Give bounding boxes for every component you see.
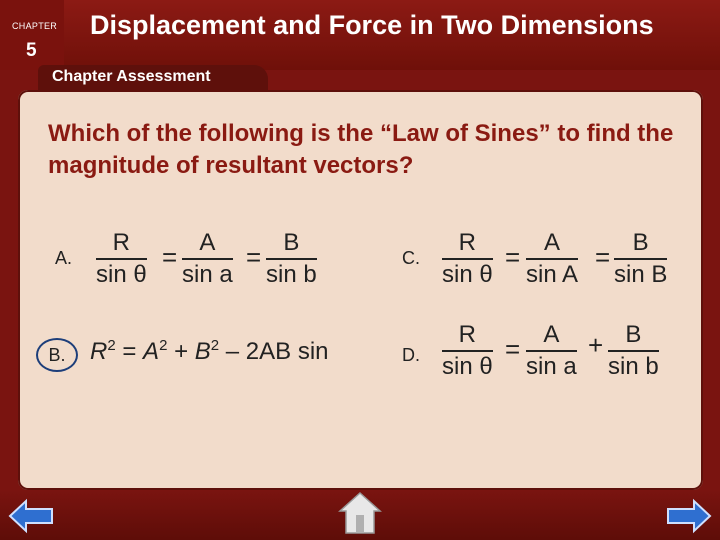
- option-c-fraction-3: [614, 230, 667, 288]
- fraction-denominator: sin a: [182, 261, 233, 288]
- formula-rest: – 2AB sin: [219, 338, 329, 365]
- formula-equals: =: [115, 338, 144, 365]
- option-d-operator-1: =: [505, 334, 521, 364]
- option-a-fraction-1: [96, 230, 147, 288]
- formula-r: R: [90, 338, 108, 365]
- fraction-numerator: R: [458, 321, 477, 348]
- chapter-word: CHAPTER: [12, 21, 58, 31]
- fraction-denominator: sin a: [526, 353, 577, 380]
- chapter-badge: [0, 0, 64, 70]
- fraction-denominator: sin A: [526, 261, 579, 288]
- option-a-fraction-2: [182, 230, 233, 288]
- formula-exponent: 2: [107, 337, 116, 354]
- home-button[interactable]: [338, 491, 382, 540]
- option-b-formula: [90, 337, 329, 366]
- fraction-numerator: B: [632, 229, 649, 256]
- chapter-number: 5: [26, 40, 37, 61]
- option-a-operator-2: =: [246, 242, 262, 272]
- option-b-label: B.: [48, 344, 66, 365]
- section-tab: [38, 65, 268, 91]
- option-b-selected-marker[interactable]: [36, 338, 78, 372]
- fraction-denominator: sin θ: [96, 261, 147, 288]
- option-a-fraction-3: [266, 230, 317, 288]
- fraction-bar: [608, 350, 659, 352]
- section-tab-label: Chapter Assessment: [52, 68, 211, 85]
- fraction-denominator: sin b: [608, 353, 659, 380]
- option-d-fraction-3: [608, 322, 659, 380]
- fraction-bar: [442, 350, 493, 352]
- home-icon: [338, 491, 382, 535]
- fraction-denominator: sin θ: [442, 261, 493, 288]
- fraction-bar: [266, 258, 317, 260]
- formula-plus: +: [167, 338, 195, 365]
- fraction-bar: [96, 258, 147, 260]
- question-text: Which of the following is the “Law of Sines” to find the magnitude of resultant vectors?: [48, 120, 674, 179]
- option-c-operator-2: =: [595, 242, 611, 272]
- fraction-bar: [526, 258, 578, 260]
- option-c-fraction-2: [526, 230, 578, 288]
- formula-b: B: [194, 338, 211, 365]
- right-arrow-icon: [666, 497, 712, 535]
- fraction-numerator: B: [625, 321, 642, 348]
- formula-exponent: 2: [159, 337, 168, 354]
- fraction-numerator: R: [112, 229, 131, 256]
- option-a-operator-1: =: [162, 242, 178, 272]
- fraction-bar: [614, 258, 667, 260]
- back-button[interactable]: [8, 497, 54, 540]
- fraction-bar: [442, 258, 493, 260]
- fraction-bar: [526, 350, 577, 352]
- option-c-operator-1: =: [505, 242, 521, 272]
- option-c-fraction-1: [442, 230, 493, 288]
- option-d-fraction-1: [442, 322, 493, 380]
- fraction-bar: [182, 258, 233, 260]
- fraction-numerator: R: [458, 229, 477, 256]
- fraction-denominator: sin b: [266, 261, 317, 288]
- fraction-numerator: A: [199, 229, 216, 256]
- formula-a: A: [143, 338, 160, 365]
- formula-exponent: 2: [210, 337, 220, 354]
- left-arrow-icon: [8, 497, 54, 535]
- option-c-label[interactable]: C.: [402, 248, 420, 268]
- fraction-denominator: sin B: [614, 261, 668, 288]
- fraction-numerator: A: [543, 321, 560, 348]
- fraction-numerator: A: [544, 229, 561, 256]
- option-a-label[interactable]: A.: [55, 248, 73, 268]
- fraction-denominator: sin θ: [442, 353, 493, 380]
- option-d-fraction-2: [526, 322, 577, 380]
- option-d-label[interactable]: D.: [402, 345, 420, 365]
- option-d-operator-2: +: [588, 330, 604, 360]
- page-title: Displacement and Force in Two Dimensions: [90, 10, 654, 40]
- forward-button[interactable]: [666, 497, 712, 540]
- fraction-numerator: B: [283, 229, 300, 256]
